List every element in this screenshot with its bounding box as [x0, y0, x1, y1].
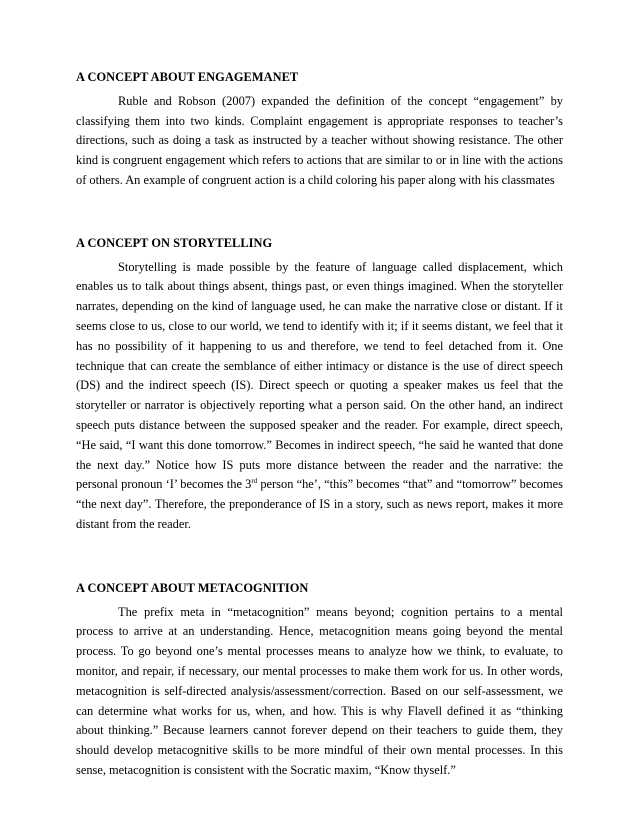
section-paragraph-storytelling	[76, 258, 563, 535]
section-heading-storytelling: A CONCEPT ON STORYTELLING	[76, 235, 273, 250]
section-heading-metacognition: A CONCEPT ABOUT METACOGNITION	[76, 580, 309, 595]
section-metacognition	[76, 579, 563, 781]
document-body	[76, 68, 563, 781]
section-paragraph-engagement: Ruble and Robson (2007) expanded the definition of the concept “engagement” by classifying them into two kinds. Complaint engagement is appropriate responses to teacher’s directions, such as doing a task as instructed by a teacher without showing resistance. The other kind is congruent engagement which refers to actions that are similar to or in line with the actions of others. An example of congruent action is a child coloring his paper along with his classmates	[76, 93, 563, 187]
section-storytelling	[76, 234, 563, 535]
section-heading-engagement: A CONCEPT ABOUT ENGAGEMANET	[76, 70, 299, 84]
section-paragraph-metacognition: The prefix meta in “metacognition” means beyond; cognition pertains to a mental process to arrive at an understanding. Hence, metacognition means going beyond the mental process. To go beyond one’s mental processes means to analyze how we think, to evaluate, to monitor, and repair, if necessary, our mental processes to make them work for us. In other words, metacognition is self-directed analysis/assessment/correction. Based on our self-assessment, we can determine what works for us, when, and how. This is why Flavell defined it as “thinking about thinking.” Because learners cannot forever depend on their teachers to guide them, they should develop metacognitive skills to be more mindful of their own mental processes. In this sense, metacognition is consistent with the Socratic maxim, “Know thyself.”	[76, 604, 563, 777]
storytelling-text-part-1: Storytelling is made possible by the feature of language called displacement, which enables us to talk about things absent, things past, or even things imagined. When the storyteller narrates, depending on the kind of language used, he can make the narrative close or distant. If it seems close to us, close to our world, we tend to identify with it; if it seems distant, we feel that it has no possibility of it happening to us and therefore, we tend to feel detached from it. One technique that can create the semblance of either intimacy or distance is the use of direct speech (DS) and the indirect speech (IS). Direct speech or quoting a speaker makes us feel that the storyteller or narrator is objectively reporting what a person said. On the other hand, an indirect speech puts distance between the supposed speaker and the reader. For example, direct speech, “He said, “I want this done tomorrow.” Becomes in indirect speech, “he said he wanted that done the next day.” Notice how IS puts more distance between the reader and the narrative: the personal pronoun ‘I’ becomes the 3	[76, 259, 563, 492]
storytelling-text-part-2: person “he’, “this” becomes “that” and “tomorrow” becomes “the next day”. Therefore, the preponderance of IS in a story, such as news report, makes it more distant from the reader.	[76, 477, 564, 531]
section-engagement	[76, 68, 563, 191]
ordinal-superscript: rd	[251, 477, 258, 486]
